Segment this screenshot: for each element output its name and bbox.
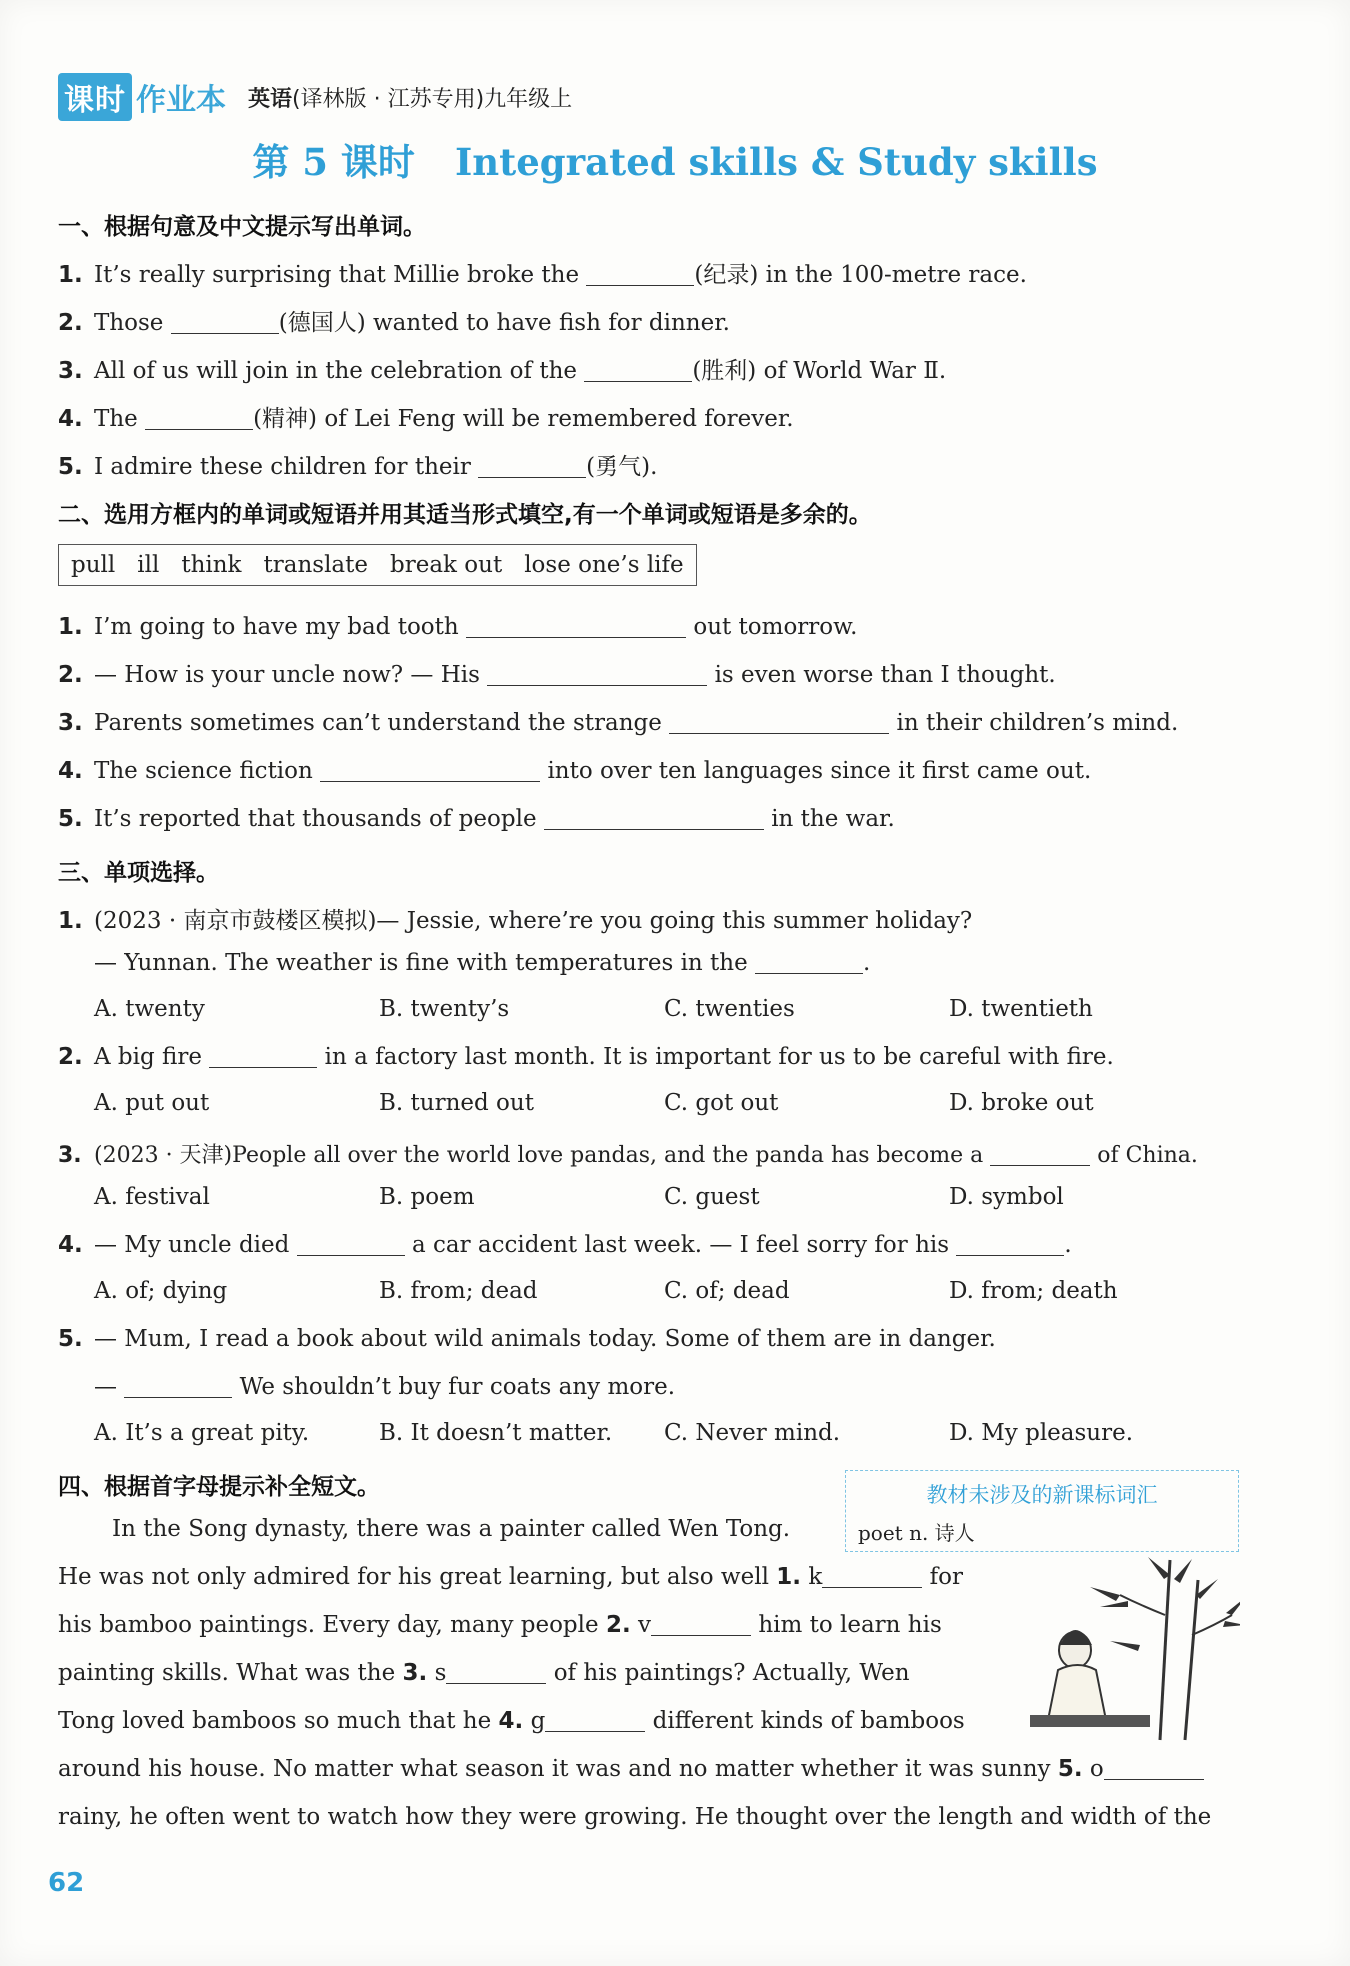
word-bank-item: ill xyxy=(137,552,160,578)
option-d[interactable]: D. from; death xyxy=(949,1278,1118,1304)
option-a[interactable]: A. festival xyxy=(94,1184,210,1210)
answer-blank[interactable] xyxy=(584,359,692,382)
option-c[interactable]: C. twenties xyxy=(664,996,795,1022)
option-d[interactable]: D. My pleasure. xyxy=(949,1420,1134,1446)
option-a[interactable]: A. of; dying xyxy=(94,1278,228,1304)
mc-question: 5. — Mum, I read a book about wild animals today. Some of them are in danger. xyxy=(58,1326,996,1352)
passage-line: Tong loved bamboos so much that he 4. g different kinds of bamboos xyxy=(58,1708,965,1734)
section3-heading: 三、单项选择。 xyxy=(58,860,219,886)
answer-blank[interactable] xyxy=(297,1233,405,1256)
section1-heading: 一、根据句意及中文提示写出单词。 xyxy=(58,214,426,240)
bamboo-painter-illustration xyxy=(1020,1555,1240,1745)
answer-blank[interactable] xyxy=(209,1045,317,1068)
subject: 英语 xyxy=(248,86,293,112)
passage-line: his bamboo paintings. Every day, many people 2. v him to learn his xyxy=(58,1612,942,1638)
s1-item: 5. I admire these children for their (勇气). xyxy=(58,454,658,480)
option-b[interactable]: B. poem xyxy=(379,1184,475,1210)
answer-blank[interactable] xyxy=(669,711,889,734)
s2-item: 2. — How is your uncle now? — His is even worse than I thought. xyxy=(58,662,1056,688)
mc-question-cont: — We shouldn’t buy fur coats any more. xyxy=(94,1374,676,1400)
option-b[interactable]: B. twenty’s xyxy=(379,996,510,1022)
lesson-number: 第 5 课时 xyxy=(252,140,415,184)
answer-blank[interactable] xyxy=(446,1661,546,1684)
option-b[interactable]: B. from; dead xyxy=(379,1278,538,1304)
mc-options xyxy=(94,1090,1264,1122)
answer-blank[interactable] xyxy=(544,807,764,830)
option-c[interactable]: C. Never mind. xyxy=(664,1420,841,1446)
s2-item: 4. The science fiction into over ten languages since it first came out. xyxy=(58,758,1092,784)
answer-blank[interactable] xyxy=(755,951,863,974)
mc-question: 2. A big fire in a factory last month. It is important for us to be careful with fire. xyxy=(58,1044,1114,1070)
logo-text: 作业本 xyxy=(136,83,226,118)
book-info xyxy=(248,82,572,113)
answer-blank[interactable] xyxy=(466,615,686,638)
mc-options xyxy=(94,1278,1264,1310)
passage-line: rainy, he often went to watch how they were growing. He thought over the length and width of the xyxy=(58,1804,1212,1830)
vocab-entry: poet n. 诗人 xyxy=(858,1521,975,1545)
word-bank-item: lose one’s life xyxy=(524,552,684,578)
option-c[interactable]: C. of; dead xyxy=(664,1278,790,1304)
word-bank-item: pull xyxy=(71,552,116,578)
s2-item: 5. It’s reported that thousands of people in the war. xyxy=(58,806,895,832)
answer-blank[interactable] xyxy=(1104,1757,1204,1780)
edition: (译林版 · 江苏专用)九年级上 xyxy=(292,86,573,112)
page-header xyxy=(58,72,572,122)
lesson-name: Integrated skills & Study skills xyxy=(454,140,1098,184)
section2-heading: 二、选用方框内的单词或短语并用其适当形式填空,有一个单词或短语是多余的。 xyxy=(58,502,872,528)
section4-heading: 四、根据首字母提示补全短文。 xyxy=(58,1474,380,1500)
answer-blank[interactable] xyxy=(990,1143,1090,1166)
mc-options xyxy=(94,1420,1264,1452)
answer-blank[interactable] xyxy=(171,311,279,334)
passage-line: He was not only admired for his great learning, but also well 1. k for xyxy=(58,1564,963,1590)
answer-blank[interactable] xyxy=(545,1709,645,1732)
word-bank xyxy=(58,544,697,586)
answer-blank[interactable] xyxy=(320,759,540,782)
option-a[interactable]: A. It’s a great pity. xyxy=(94,1420,310,1446)
s2-item: 1. I’m going to have my bad tooth out tomorrow. xyxy=(58,614,858,640)
vocab-note-box xyxy=(845,1470,1239,1552)
option-c[interactable]: C. guest xyxy=(664,1184,760,1210)
page-number: 62 xyxy=(48,1868,85,1898)
answer-blank[interactable] xyxy=(124,1375,232,1398)
vocab-note-title: 教材未涉及的新课标词汇 xyxy=(926,1483,1158,1507)
passage-line: painting skills. What was the 3. s of his paintings? Actually, Wen xyxy=(58,1660,910,1686)
s2-item: 3. Parents sometimes can’t understand the strange in their children’s mind. xyxy=(58,710,1179,736)
mc-question: 1. (2023 · 南京市鼓楼区模拟)— Jessie, where’re you going this summer holiday? xyxy=(58,908,973,934)
s1-item: 3. All of us will join in the celebration of the (胜利) of World War Ⅱ. xyxy=(58,358,947,384)
word-bank-item: think xyxy=(181,552,242,578)
option-d[interactable]: D. twentieth xyxy=(949,996,1093,1022)
s1-item: 2. Those (德国人) wanted to have fish for dinner. xyxy=(58,310,730,336)
answer-blank[interactable] xyxy=(478,455,586,478)
word-bank-item: break out xyxy=(390,552,503,578)
answer-blank[interactable] xyxy=(586,263,694,286)
answer-blank[interactable] xyxy=(487,663,707,686)
option-c[interactable]: C. got out xyxy=(664,1090,779,1116)
lesson-title xyxy=(0,132,1350,186)
brand-logo xyxy=(58,73,226,121)
word-bank-item: translate xyxy=(263,552,368,578)
answer-blank[interactable] xyxy=(651,1613,751,1636)
s1-item: 1. It’s really surprising that Millie broke the (纪录) in the 100-metre race. xyxy=(58,262,1027,288)
option-b[interactable]: B. It doesn’t matter. xyxy=(379,1420,613,1446)
s1-item: 4. The (精神) of Lei Feng will be remembered forever. xyxy=(58,406,794,432)
passage-line: In the Song dynasty, there was a painter called Wen Tong. xyxy=(112,1516,791,1542)
mc-question-cont: — Yunnan. The weather is fine with temperatures in the . xyxy=(94,950,871,976)
mc-options xyxy=(94,996,1264,1028)
option-d[interactable]: D. symbol xyxy=(949,1184,1064,1210)
passage-line: around his house. No matter what season it was and no matter whether it was sunny 5. o xyxy=(58,1756,1204,1782)
mc-question: 3. (2023 · 天津)People all over the world love pandas, and the panda has become a of China. xyxy=(58,1143,1198,1168)
option-d[interactable]: D. broke out xyxy=(949,1090,1094,1116)
option-b[interactable]: B. turned out xyxy=(379,1090,534,1116)
mc-question: 4. — My uncle died a car accident last week. — I feel sorry for his . xyxy=(58,1232,1072,1258)
answer-blank[interactable] xyxy=(956,1233,1064,1256)
option-a[interactable]: A. put out xyxy=(94,1090,210,1116)
answer-blank[interactable] xyxy=(822,1565,922,1588)
logo-box: 课时 xyxy=(58,73,132,121)
answer-blank[interactable] xyxy=(145,407,253,430)
option-a[interactable]: A. twenty xyxy=(94,996,205,1022)
mc-options xyxy=(94,1184,1264,1216)
